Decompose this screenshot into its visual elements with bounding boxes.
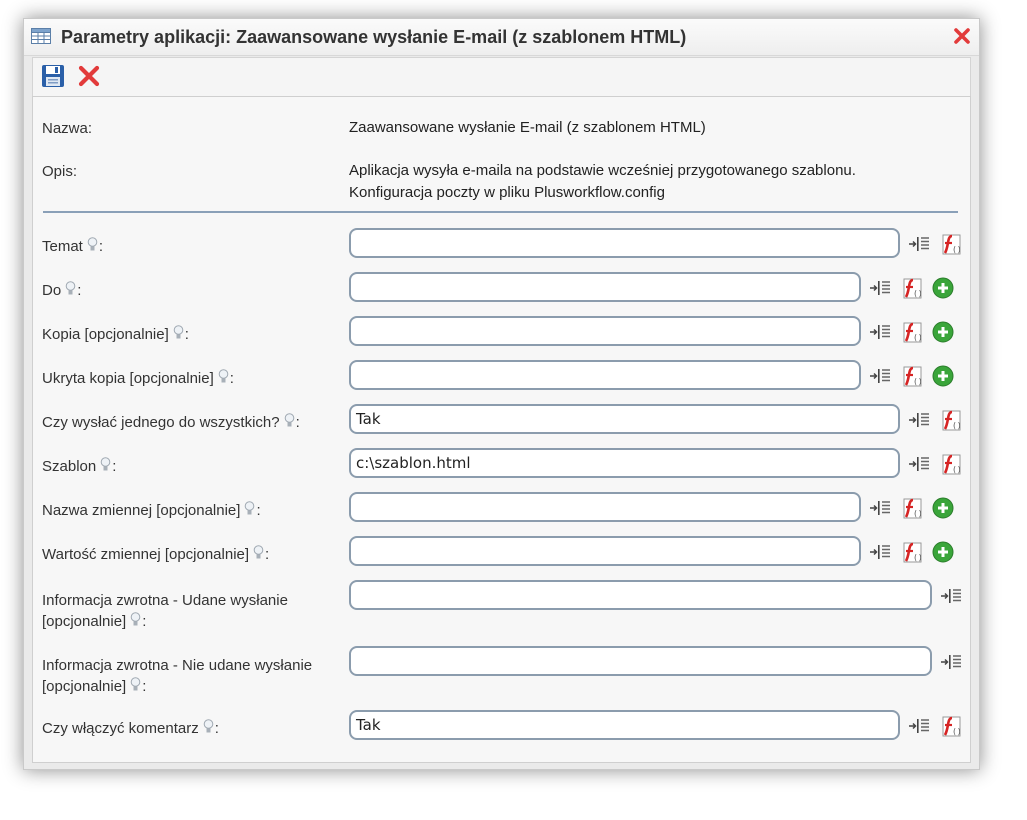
svg-text:(): () bbox=[913, 333, 923, 342]
param-label: Informacja zwrotna - Nie udane wysłanie [opcjonalnie] : bbox=[42, 657, 313, 695]
add-icon[interactable] bbox=[931, 540, 955, 564]
param-row-komentarz bbox=[33, 710, 970, 750]
param-label: Do : bbox=[42, 282, 82, 299]
lightbulb-icon[interactable] bbox=[87, 237, 98, 252]
ukryta-kopia-input[interactable] bbox=[349, 360, 861, 390]
param-label: Czy włączyć komentarz : bbox=[42, 720, 219, 737]
cancel-icon[interactable] bbox=[77, 64, 101, 88]
param-row-czy-wyslac bbox=[33, 404, 970, 444]
insert-variable-icon[interactable] bbox=[868, 320, 892, 344]
function-icon[interactable] bbox=[939, 408, 963, 432]
svg-text:(): () bbox=[913, 289, 923, 298]
function-icon[interactable] bbox=[900, 540, 924, 564]
lightbulb-icon[interactable] bbox=[173, 325, 184, 340]
lightbulb-icon[interactable] bbox=[130, 677, 141, 692]
dialog-titlebar[interactable] bbox=[24, 19, 979, 56]
svg-text:(): () bbox=[913, 377, 923, 386]
insert-variable-icon[interactable] bbox=[907, 714, 931, 738]
temat-input[interactable] bbox=[349, 228, 900, 258]
insert-variable-icon[interactable] bbox=[939, 650, 963, 674]
close-icon[interactable] bbox=[953, 27, 971, 45]
lightbulb-icon[interactable] bbox=[253, 545, 264, 560]
save-icon[interactable] bbox=[41, 64, 65, 88]
param-label: Nazwa zmiennej [opcjonalnie] : bbox=[42, 502, 261, 519]
lightbulb-icon[interactable] bbox=[65, 281, 76, 296]
param-label: Temat : bbox=[42, 238, 104, 255]
kopia-input[interactable] bbox=[349, 316, 861, 346]
param-label: Kopia [opcjonalnie] : bbox=[42, 326, 189, 343]
name-value: Zaawansowane wysłanie E-mail (z szablonem HTML) bbox=[349, 119, 706, 136]
param-row-wartosc-zmiennej bbox=[33, 536, 970, 576]
svg-text:(): () bbox=[913, 509, 923, 518]
add-icon[interactable] bbox=[931, 364, 955, 388]
insert-variable-icon[interactable] bbox=[907, 452, 931, 476]
lightbulb-icon[interactable] bbox=[284, 413, 295, 428]
lightbulb-icon[interactable] bbox=[203, 719, 214, 734]
dialog-title: Parametry aplikacji: Zaawansowane wysłanie E-mail (z szablonem HTML) bbox=[61, 27, 687, 47]
nazwa-zmiennej-input[interactable] bbox=[349, 492, 861, 522]
param-row-szablon bbox=[33, 448, 970, 488]
param-row-ukryta-kopia bbox=[33, 360, 970, 400]
function-icon[interactable] bbox=[900, 496, 924, 520]
add-icon[interactable] bbox=[931, 320, 955, 344]
lightbulb-icon[interactable] bbox=[100, 457, 111, 472]
function-icon[interactable] bbox=[900, 320, 924, 344]
param-label: Ukryta kopia [opcjonalnie] : bbox=[42, 370, 234, 387]
name-label: Nazwa: bbox=[42, 120, 93, 137]
szablon-input[interactable]: c:\szablon.html bbox=[349, 448, 900, 478]
add-icon[interactable] bbox=[931, 496, 955, 520]
wartosc-zmiennej-input[interactable] bbox=[349, 536, 861, 566]
param-label: Szablon : bbox=[42, 458, 117, 475]
param-row-info-nie-udane bbox=[33, 646, 970, 704]
description-label: Opis: bbox=[42, 163, 78, 180]
lightbulb-icon[interactable] bbox=[218, 369, 229, 384]
svg-text:(): () bbox=[913, 553, 923, 562]
separator bbox=[43, 211, 958, 213]
svg-text:(): () bbox=[952, 421, 962, 430]
param-label: Czy wysłać jednego do wszystkich? : bbox=[42, 414, 300, 431]
lightbulb-icon[interactable] bbox=[244, 501, 255, 516]
table-icon bbox=[31, 28, 51, 44]
do-input[interactable] bbox=[349, 272, 861, 302]
insert-variable-icon[interactable] bbox=[868, 496, 892, 520]
function-icon[interactable] bbox=[900, 276, 924, 300]
function-icon[interactable] bbox=[939, 232, 963, 256]
param-row-nazwa-zmiennej bbox=[33, 492, 970, 532]
param-label: Informacja zwrotna - Udane wysłanie [opcjonalnie] : bbox=[42, 592, 288, 630]
parameters-panel bbox=[32, 96, 971, 763]
komentarz-input[interactable]: Tak bbox=[349, 710, 900, 740]
lightbulb-icon[interactable] bbox=[130, 612, 141, 627]
insert-variable-icon[interactable] bbox=[907, 408, 931, 432]
add-icon[interactable] bbox=[931, 276, 955, 300]
czy-wyslac-input[interactable]: Tak bbox=[349, 404, 900, 434]
description-line-2: Konfiguracja poczty w pliku Plusworkflow.config bbox=[349, 184, 665, 201]
param-row-kopia bbox=[33, 316, 970, 356]
description-line-1: Aplikacja wysyła e-maila na podstawie wcześniej przygotowanego szablonu. bbox=[349, 162, 856, 179]
insert-variable-icon[interactable] bbox=[939, 584, 963, 608]
param-row-info-udane bbox=[33, 580, 970, 638]
function-icon[interactable] bbox=[900, 364, 924, 388]
param-row-do bbox=[33, 272, 970, 312]
insert-variable-icon[interactable] bbox=[868, 276, 892, 300]
function-icon[interactable] bbox=[939, 714, 963, 738]
parameters-dialog bbox=[23, 18, 980, 770]
param-label: Wartość zmiennej [opcjonalnie] : bbox=[42, 546, 270, 563]
dialog-toolbar bbox=[32, 57, 971, 96]
svg-text:(): () bbox=[952, 727, 962, 736]
insert-variable-icon[interactable] bbox=[868, 364, 892, 388]
param-row-temat bbox=[33, 228, 970, 268]
info-udane-input[interactable] bbox=[349, 580, 932, 610]
svg-text:(): () bbox=[952, 245, 962, 254]
info-nie-udane-input[interactable] bbox=[349, 646, 932, 676]
insert-variable-icon[interactable] bbox=[868, 540, 892, 564]
svg-text:(): () bbox=[952, 465, 962, 474]
function-icon[interactable] bbox=[939, 452, 963, 476]
insert-variable-icon[interactable] bbox=[907, 232, 931, 256]
